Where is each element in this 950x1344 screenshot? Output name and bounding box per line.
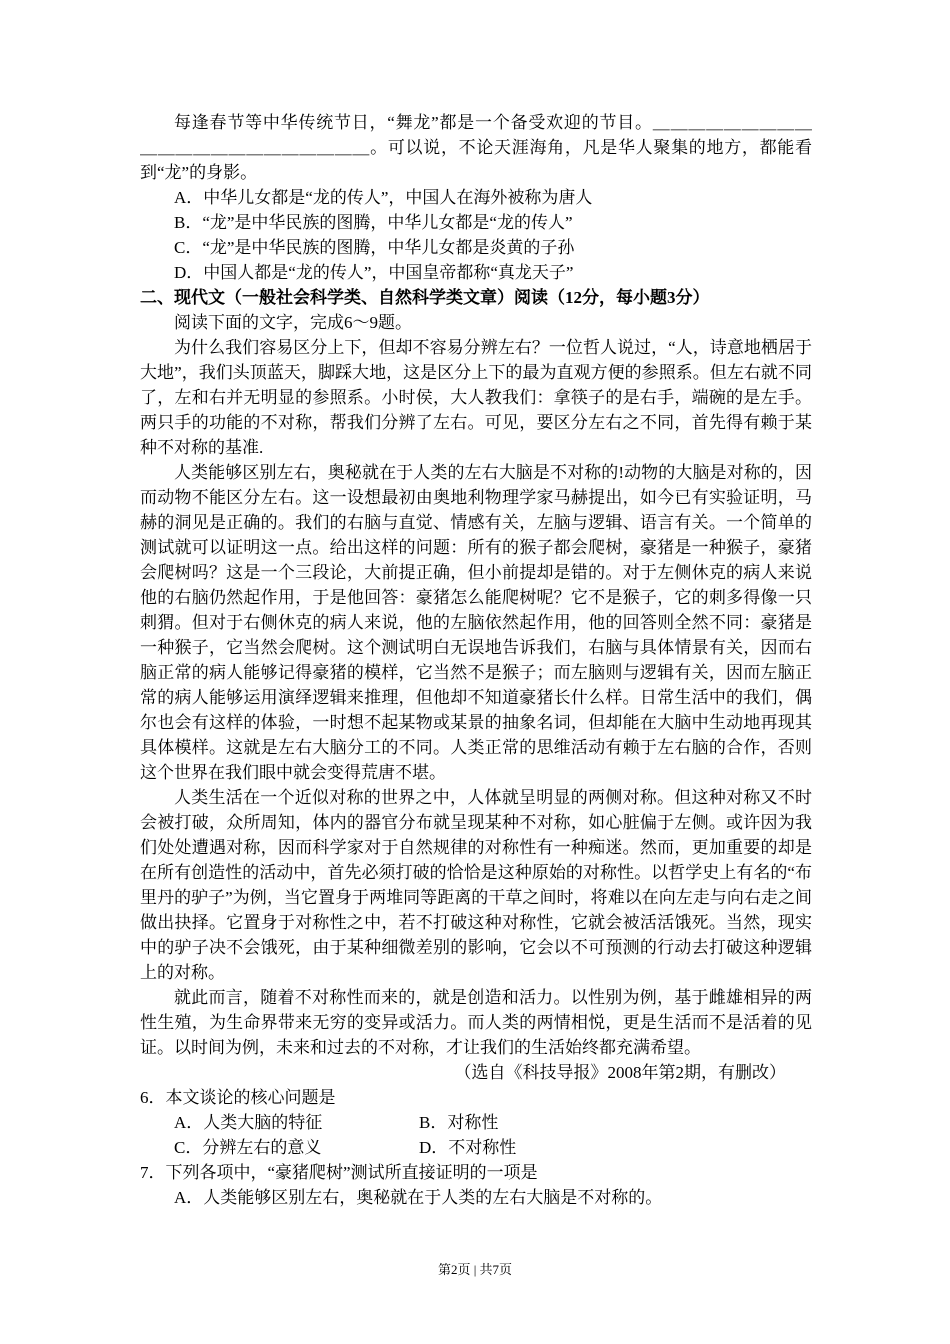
page-footer <box>0 1262 950 1278</box>
q7-stem: 7．下列各项中，“豪猪爬树”测试所直接证明的一项是 <box>140 1163 538 1182</box>
q5-intro-paragraph <box>140 110 812 185</box>
section-2-heading: 二、现代文（一般社会科学类、自然科学类文章）阅读（12分，每小题3分） <box>140 288 710 307</box>
q6-stem: 6．本文谈论的核心问题是 <box>140 1088 336 1107</box>
page-content <box>140 110 812 1210</box>
q5-option-d: D．中国人都是“龙的传人”，中国皇帝都称“真龙天子” <box>174 263 574 282</box>
q5-answer-blank-2: ＿＿＿＿＿＿＿＿＿＿＿＿＿ <box>140 138 371 157</box>
q6-option-d: D．不对称性 <box>419 1138 517 1157</box>
q5-option-b: B．“龙”是中华民族的图腾，中华儿女都是“龙的传人” <box>174 213 573 232</box>
q6-options <box>140 1110 812 1160</box>
passage-attribution: （选自《科技导报》2008年第2期，有删改） <box>454 1063 786 1082</box>
q5-answer-blank-1: ＿＿＿＿＿＿＿＿＿ <box>652 113 812 132</box>
passage-paragraph-2: 人类能够区别左右，奥秘就在于人类的左右大脑是不对称的!动物的大脑是对称的，因而动物不能区分左右。这一设想最初由奥地利物理学家马赫提出，如今已有实验证明，马赫的洞见是正确的。我们的右脑与直觉、情感有关，左脑与逻辑、语言有关。一个简单的测试就可以证明这一点。给出这样的问题：所有的猴子都会爬树，豪猪是一种猴子，豪猪会爬树吗？这是一个三段论，大前提正确，但小前提却是错的。对于左侧休克的病人来说他的右脑仍然起作用，于是他回答：豪猪怎么能爬树呢？它不是猴子，它的刺多得像一只刺猬。但对于右侧休克的病人来说，他的左脑依然起作用，他的回答则全然不同：豪猪是一种猴子，它当然会爬树。这个测试明白无误地告诉我们，右脑与具体情景有关，因而右脑正常的病人能够记得豪猪的模样，它当然不是猴子；而左脑则与逻辑有关，因而左脑正常的病人能够运用演绎逻辑来推理，但他却不知道豪猪长什么样。日常生活中的我们，偶尔也会有这样的体验，一时想不起某物或某景的抽象名词，但却能在大脑中生动地再现其具体模样。这就是左右大脑分工的不同。人类正常的思维活动有赖于左右脑的合作，否则这个世界在我们眼中就会变得荒唐不堪。 <box>140 463 812 782</box>
q6-option-a: A．人类大脑的特征 <box>174 1113 323 1132</box>
q7-option-a: A．人类能够区别左右，奥秘就在于人类的左右大脑是不对称的。 <box>174 1188 663 1207</box>
q7-options <box>140 1185 812 1210</box>
reading-instruction: 阅读下面的文字，完成6～9题。 <box>174 313 412 332</box>
passage-paragraph-3: 人类生活在一个近似对称的世界之中，人体就呈明显的两侧对称。但这种对称又不时会被打破，众所周知，体内的器官分布就呈现某种不对称，如心脏偏于左侧。或许因为我们处处遭遇对称，因而科学家对于自然规律的对称性有一种痴迷。然而，更加重要的却是在所有创造性的活动中，首先必须打破的恰恰是这种原始的对称性。以哲学史上有名的“布里丹的驴子”为例，当它置身于两堆同等距离的干草之间时，将难以在向左走与向右走之间做出抉择。它置身于对称性之中，若不打破这种对称性，它就会被活活饿死。当然，现实中的驴子决不会饿死，由于某种细微差别的影响，它会以不可预测的行动去打破这种逻辑上的对称。 <box>140 788 812 982</box>
q5-options <box>140 185 812 285</box>
passage-paragraph-4: 就此而言，随着不对称性而来的，就是创造和活力。以性别为例，基于雌雄相异的两性生殖，为生命界带来无穷的变异或活力。而人类的两情相悦，更是生活而不是活着的见证。以时间为例，未来和过去的不对称，才让我们的生活始终都充满希望。 <box>140 988 812 1057</box>
q5-intro-text-before: 每逢春节等中华传统节日，“舞龙”都是一个备受欢迎的节目。 <box>174 113 653 132</box>
page-number: 第2页 | 共7页 <box>437 1262 513 1277</box>
q5-option-a: A．中华儿女都是“龙的传人”，中国人在海外被称为唐人 <box>174 188 593 207</box>
q5-option-c: C．“龙”是中华民族的图腾，中华儿女都是炎黄的子孙 <box>174 238 575 257</box>
q6-option-c: C．分辨左右的意义 <box>174 1138 322 1157</box>
passage-paragraph-1: 为什么我们容易区分上下，但却不容易分辨左右？一位哲人说过，“人，诗意地栖居于大地”，我们头顶蓝天，脚踩大地，这是区分上下的最为直观方便的参照系。但左右就不同了，左和右并无明显的参照系。小时侯，大人教我们：拿筷子的是右手，端碗的是左手。两只手的功能的不对称，帮我们分辨了左右。可见，要区分左右之不同，首先得有赖于某种不对称的基准. <box>140 338 812 457</box>
q5-intro-text-after: 。可以说，不论天涯海角，凡是华人聚集的地方，都能看到“龙”的身影。 <box>140 138 813 182</box>
q6-option-b: B．对称性 <box>419 1113 499 1132</box>
